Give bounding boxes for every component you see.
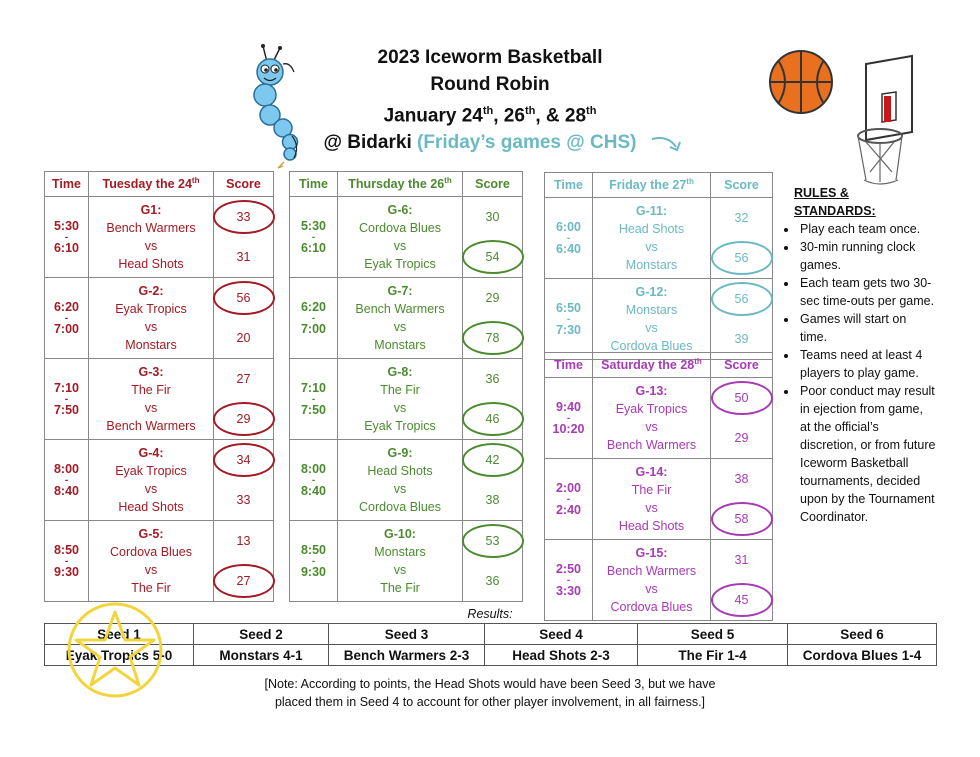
time-dash: -	[64, 393, 69, 405]
start-time: 6:50	[555, 300, 582, 315]
time-header: Time	[545, 353, 593, 378]
results-label: Results:	[467, 607, 513, 621]
game-row	[545, 198, 773, 279]
saturday-schedule	[544, 352, 773, 621]
time-dash: -	[566, 313, 571, 325]
team-1: Eyak Tropics	[615, 402, 688, 416]
start-time: 2:50	[555, 561, 582, 576]
end-time: 7:30	[555, 322, 582, 337]
rules-heading-2: STANDARDS:	[794, 204, 876, 218]
game-time	[290, 278, 338, 359]
day-header	[593, 353, 711, 378]
seed-team-record: Head Shots 2-3	[485, 645, 638, 666]
score-2: 31	[236, 250, 251, 264]
time-dash: -	[566, 493, 571, 505]
thursday-schedule	[289, 171, 523, 602]
score-1: 50	[711, 378, 772, 418]
rule-item: • 30-min running clock games.	[798, 238, 936, 274]
score-header: Score	[214, 172, 274, 197]
friday-header-row	[545, 173, 773, 198]
seed-label: Seed 3	[329, 624, 485, 645]
game-number: G-3:	[138, 365, 164, 379]
team-1: The Fir	[631, 483, 672, 497]
game-time	[45, 440, 89, 521]
results-table	[44, 623, 937, 666]
game-time	[290, 440, 338, 521]
game-number: G-6:	[387, 203, 413, 217]
game-time	[545, 279, 593, 360]
score-header: Score	[463, 172, 523, 197]
score-1: 56	[711, 279, 772, 319]
day-header	[89, 172, 214, 197]
end-time: 8:40	[53, 483, 80, 498]
vs-label: vs	[144, 563, 158, 577]
game-time	[290, 197, 338, 278]
time-dash: -	[64, 312, 69, 324]
team-1: Cordova Blues	[359, 221, 441, 235]
score-1: 34	[214, 440, 273, 480]
game-time	[545, 459, 593, 540]
team-1: Cordova Blues	[110, 545, 192, 559]
team-1: Bench Warmers	[355, 302, 445, 316]
game-row	[545, 279, 773, 360]
score-1: 32	[734, 211, 749, 225]
score-1: 56	[214, 278, 273, 318]
end-time: 7:50	[300, 402, 327, 417]
score-2: 45	[711, 580, 772, 620]
game-number: G1:	[140, 203, 162, 217]
score-2: 54	[463, 237, 522, 277]
score-cell	[463, 359, 523, 440]
vs-label: vs	[144, 401, 158, 415]
vs-label: vs	[645, 501, 658, 515]
matchup	[338, 278, 463, 359]
title-date-3: , & 28	[535, 105, 587, 127]
game-number: G-14:	[635, 465, 668, 479]
team-1: The Fir	[380, 383, 420, 397]
score-1: 13	[236, 534, 251, 548]
time-dash: -	[311, 312, 316, 324]
score-2: 29	[214, 399, 273, 439]
game-row	[545, 378, 773, 459]
game-number: G-2:	[138, 284, 164, 298]
game-number: G-9:	[387, 446, 413, 460]
score-2: 78	[463, 318, 522, 358]
seed-label: Seed 6	[788, 624, 937, 645]
end-time: 6:40	[555, 241, 582, 256]
end-time: 2:40	[555, 502, 582, 517]
start-time: 8:50	[300, 542, 327, 557]
rules-list	[786, 220, 936, 526]
start-time: 8:00	[300, 461, 327, 476]
matchup	[338, 197, 463, 278]
tuesday-header-row	[45, 172, 274, 197]
seed-team-record: Cordova Blues 1-4	[788, 645, 937, 666]
curved-arrow-icon	[650, 133, 690, 157]
vs-label: vs	[144, 239, 158, 253]
rules-heading-1: RULES &	[794, 186, 849, 200]
seed-team-record: The Fir 1-4	[638, 645, 788, 666]
time-dash: -	[64, 555, 69, 567]
team-1: Bench Warmers	[106, 221, 196, 235]
matchup	[593, 378, 711, 459]
score-cell	[711, 459, 773, 540]
matchup	[338, 359, 463, 440]
score-cell	[711, 279, 773, 360]
seed-team-record: Monstars 4-1	[194, 645, 329, 666]
title-date-1: January 24	[383, 105, 483, 127]
team-1: Head Shots	[618, 222, 685, 236]
end-time: 7:50	[53, 402, 80, 417]
team-2: The Fir	[380, 581, 420, 595]
score-cell	[463, 440, 523, 521]
game-row	[290, 359, 523, 440]
rule-item: • Games will start on time.	[798, 310, 936, 346]
title-sup-3: th	[586, 105, 597, 117]
seed-label: Seed 4	[485, 624, 638, 645]
team-2: Head Shots	[618, 519, 685, 533]
basketball-hoop-icon	[852, 54, 920, 192]
game-number: G-7:	[387, 284, 413, 298]
team-2: Eyak Tropics	[364, 257, 436, 271]
day-header-text: Saturday the 28	[601, 358, 695, 373]
game-row	[45, 359, 274, 440]
time-dash: -	[566, 232, 571, 244]
time-header: Time	[45, 172, 89, 197]
seed-team-record: Eyak Tropics 5-0	[45, 645, 194, 666]
end-time: 9:30	[300, 564, 327, 579]
matchup	[593, 459, 711, 540]
game-time	[45, 521, 89, 602]
end-time: 6:10	[53, 240, 80, 255]
start-time: 8:00	[53, 461, 80, 476]
end-time: 7:00	[53, 321, 80, 336]
start-time: 5:30	[300, 218, 327, 233]
game-time	[45, 359, 89, 440]
game-time	[45, 197, 89, 278]
team-2: Bench Warmers	[606, 438, 697, 452]
title-line-1: 2023 Iceworm Basketball	[377, 47, 603, 68]
matchup	[338, 521, 463, 602]
score-1: 38	[734, 472, 749, 486]
team-1: Eyak Tropics	[115, 302, 187, 316]
start-time: 5:30	[53, 218, 80, 233]
score-cell	[463, 521, 523, 602]
seed-label: Seed 2	[194, 624, 329, 645]
game-time	[545, 378, 593, 459]
game-number: G-4:	[138, 446, 164, 460]
team-1: Monstars	[625, 303, 678, 317]
start-time: 6:20	[300, 299, 327, 314]
day-header-text: Friday the 27	[609, 178, 687, 193]
game-time	[45, 278, 89, 359]
team-1: Monstars	[374, 545, 426, 559]
time-dash: -	[311, 231, 316, 243]
start-time: 6:00	[555, 219, 582, 234]
star-icon	[62, 600, 168, 700]
friday-schedule	[544, 172, 773, 360]
game-time	[545, 540, 593, 621]
team-1: The Fir	[131, 383, 171, 397]
score-header: Score	[711, 353, 773, 378]
start-time: 7:10	[53, 380, 80, 395]
score-1: 33	[214, 197, 273, 237]
end-time: 3:30	[555, 583, 582, 598]
time-dash: -	[311, 474, 316, 486]
end-time: 7:00	[300, 321, 327, 336]
score-cell	[711, 540, 773, 621]
score-1: 29	[485, 291, 500, 305]
game-number: G-12:	[635, 285, 668, 299]
matchup	[89, 521, 214, 602]
title-line-3	[300, 98, 680, 129]
score-1: 42	[463, 440, 522, 480]
rules-panel	[786, 184, 936, 526]
title-sup-2: th	[524, 105, 536, 117]
team-1: Head Shots	[367, 464, 433, 478]
start-time: 2:00	[555, 480, 582, 495]
score-1: 53	[463, 521, 522, 561]
end-time: 10:20	[552, 421, 585, 436]
score-2: 38	[485, 493, 500, 507]
matchup	[593, 279, 711, 360]
matchup	[593, 198, 711, 279]
game-number: G-11:	[635, 204, 668, 218]
title-line-2: Round Robin	[430, 74, 550, 95]
seeding-note: [Note: According to points, the Head Shots would have been Seed 3, but we have placed them in Seed 4 to account for other player involvement, in all fairness.]	[264, 677, 716, 709]
score-2: 46	[463, 399, 522, 439]
day-header-text: Tuesday the 24	[102, 177, 192, 192]
thursday-header-row	[290, 172, 523, 197]
tuesday-schedule	[44, 171, 274, 602]
game-row	[545, 540, 773, 621]
score-1: 27	[236, 372, 251, 386]
start-time: 9:40	[555, 399, 582, 414]
vs-label: vs	[645, 420, 658, 434]
score-2: 20	[236, 331, 251, 345]
team-2: Cordova Blues	[610, 600, 693, 614]
matchup	[89, 359, 214, 440]
venue: @ Bidarki	[323, 132, 412, 154]
team-2: Eyak Tropics	[364, 419, 436, 433]
vs-label: vs	[393, 320, 407, 334]
game-row	[290, 521, 523, 602]
game-number: G-8:	[387, 365, 413, 379]
score-cell	[214, 278, 274, 359]
seed-team-record: Bench Warmers 2-3	[329, 645, 485, 666]
team-2: Monstars	[374, 338, 426, 352]
game-number: G-15:	[635, 546, 668, 560]
score-cell	[214, 521, 274, 602]
rule-item: • Each team gets two 30-sec time-outs per game.	[798, 274, 936, 310]
start-time: 7:10	[300, 380, 327, 395]
score-cell	[463, 278, 523, 359]
day-header-sup: th	[694, 357, 702, 367]
game-row	[545, 459, 773, 540]
title-sup-1: th	[482, 105, 494, 117]
game-row	[45, 521, 274, 602]
score-2: 39	[734, 332, 749, 346]
friday-venue-note: (Friday’s games @ CHS)	[417, 132, 637, 154]
vs-label: vs	[144, 320, 158, 334]
start-time: 8:50	[53, 542, 80, 557]
end-time: 6:10	[300, 240, 327, 255]
page-title	[300, 44, 680, 156]
team-2: Head Shots	[118, 500, 184, 514]
seed-label: Seed 5	[638, 624, 788, 645]
game-time	[290, 359, 338, 440]
score-2: 27	[214, 561, 273, 601]
score-2: 29	[734, 431, 749, 445]
team-2: Monstars	[625, 258, 678, 272]
vs-label: vs	[645, 321, 658, 335]
score-cell	[711, 198, 773, 279]
team-record-row	[45, 645, 937, 666]
time-dash: -	[566, 574, 571, 586]
score-2: 56	[711, 238, 772, 278]
score-cell	[214, 197, 274, 278]
time-dash: -	[311, 555, 316, 567]
time-dash: -	[64, 231, 69, 243]
time-header: Time	[290, 172, 338, 197]
team-2: Bench Warmers	[106, 419, 196, 433]
score-1: 30	[485, 210, 500, 224]
game-row	[290, 197, 523, 278]
seed-label: Seed 1	[45, 624, 194, 645]
team-2: The Fir	[131, 581, 171, 595]
game-time	[290, 521, 338, 602]
score-header: Score	[711, 173, 773, 198]
day-header-sup: th	[444, 176, 452, 186]
start-time: 6:20	[53, 299, 80, 314]
score-1: 31	[734, 553, 749, 567]
team-1: Bench Warmers	[606, 564, 697, 578]
vs-label: vs	[144, 482, 158, 496]
score-cell	[214, 359, 274, 440]
game-number: G-10:	[384, 527, 416, 541]
vs-label: vs	[393, 239, 407, 253]
end-time: 9:30	[53, 564, 80, 579]
matchup	[89, 278, 214, 359]
vs-label: vs	[645, 582, 658, 596]
time-dash: -	[566, 412, 571, 424]
basketball-icon	[766, 48, 836, 116]
time-dash: -	[64, 474, 69, 486]
game-row	[45, 440, 274, 521]
day-header-text: Thursday the 26	[348, 177, 445, 192]
game-number: G-5:	[138, 527, 164, 541]
vs-label: vs	[393, 401, 407, 415]
seed-row	[45, 624, 937, 645]
matchup	[593, 540, 711, 621]
title-line-4	[290, 129, 670, 156]
vs-label: vs	[393, 482, 407, 496]
matchup	[338, 440, 463, 521]
team-2: Monstars	[125, 338, 177, 352]
vs-label: vs	[393, 563, 407, 577]
score-2: 58	[711, 499, 772, 539]
team-2: Cordova Blues	[610, 339, 693, 353]
end-time: 8:40	[300, 483, 327, 498]
game-row	[45, 278, 274, 359]
team-2: Head Shots	[118, 257, 184, 271]
saturday-header-row	[545, 353, 773, 378]
score-2: 36	[485, 574, 500, 588]
matchup	[89, 440, 214, 521]
game-row	[290, 440, 523, 521]
matchup	[89, 197, 214, 278]
rule-item: • Teams need at least 4 players to play game.	[798, 346, 936, 382]
game-time	[545, 198, 593, 279]
team-2: Cordova Blues	[359, 500, 441, 514]
day-header-sup: th	[191, 176, 200, 186]
rule-item: • Play each team once.	[798, 220, 936, 238]
score-1: 36	[485, 372, 500, 386]
title-date-2: , 26	[493, 105, 525, 127]
score-2: 33	[236, 493, 251, 507]
game-number: G-13:	[635, 384, 668, 398]
time-header: Time	[545, 173, 593, 198]
day-header-sup: th	[686, 177, 694, 187]
game-row	[45, 197, 274, 278]
score-cell	[711, 378, 773, 459]
score-cell	[214, 440, 274, 521]
time-dash: -	[311, 393, 316, 405]
game-row	[290, 278, 523, 359]
rule-item: • Poor conduct may result in ejection from game, at the official’s discretion, or from future Iceworm Basketball tournaments, decided upon by the Tournament Coordinator.	[798, 382, 936, 526]
day-header	[593, 173, 711, 198]
vs-label: vs	[645, 240, 658, 254]
score-cell	[463, 197, 523, 278]
team-1: Eyak Tropics	[115, 464, 187, 478]
day-header	[338, 172, 463, 197]
